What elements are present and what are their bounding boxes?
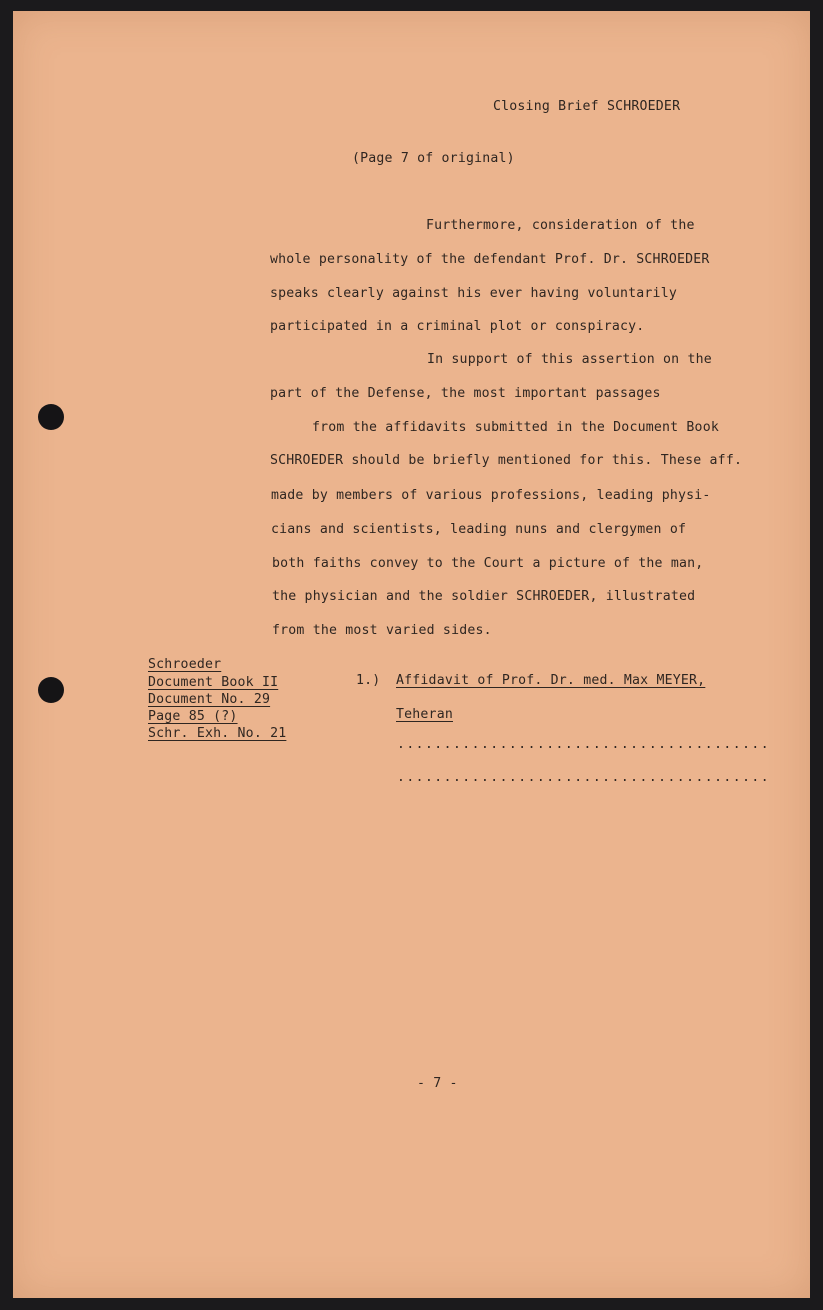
page-number: - 7 - [417, 1076, 458, 1091]
dotted-line: ........................................ [397, 737, 771, 752]
margin-note-line: Schroeder [148, 657, 222, 672]
body-line: from the most varied sides. [272, 623, 492, 638]
body-line: both faiths convey to the Court a picture of the man, [272, 556, 704, 571]
margin-note-line: Document No. 29 [148, 692, 271, 707]
item-number: 1.) [356, 673, 381, 688]
body-line: speaks clearly against his ever having voluntarily [270, 286, 677, 301]
body-line: participated in a criminal plot or conspiracy. [270, 319, 645, 334]
margin-note-line: Schr. Exh. No. 21 [148, 726, 287, 741]
punch-hole-top [38, 404, 64, 430]
punch-hole-bottom [38, 677, 64, 703]
body-line: the physician and the soldier SCHROEDER, illustrated [272, 589, 696, 604]
affidavit-title: Affidavit of Prof. Dr. med. Max MEYER, [396, 673, 706, 688]
body-line: part of the Defense, the most important passages [270, 386, 661, 401]
page-reference: (Page 7 of original) [352, 151, 515, 166]
affidavit-location: Teheran [396, 707, 453, 722]
body-line: Furthermore, consideration of the [426, 218, 695, 233]
dotted-line: ........................................ [397, 770, 771, 785]
margin-note-line: Page 85 (?) [148, 709, 238, 724]
body-line: SCHROEDER should be briefly mentioned for this. These aff. [270, 453, 743, 468]
document-title: Closing Brief SCHROEDER [493, 99, 681, 114]
document-page [13, 11, 810, 1298]
body-line: from the affidavits submitted in the Document Book [312, 420, 719, 435]
body-line: cians and scientists, leading nuns and clergymen of [271, 522, 687, 537]
body-line: In support of this assertion on the [427, 352, 712, 367]
body-line: made by members of various professions, leading physi- [271, 488, 711, 503]
body-line: whole personality of the defendant Prof. Dr. SCHROEDER [270, 252, 710, 267]
margin-note-line: Document Book II [148, 675, 279, 690]
